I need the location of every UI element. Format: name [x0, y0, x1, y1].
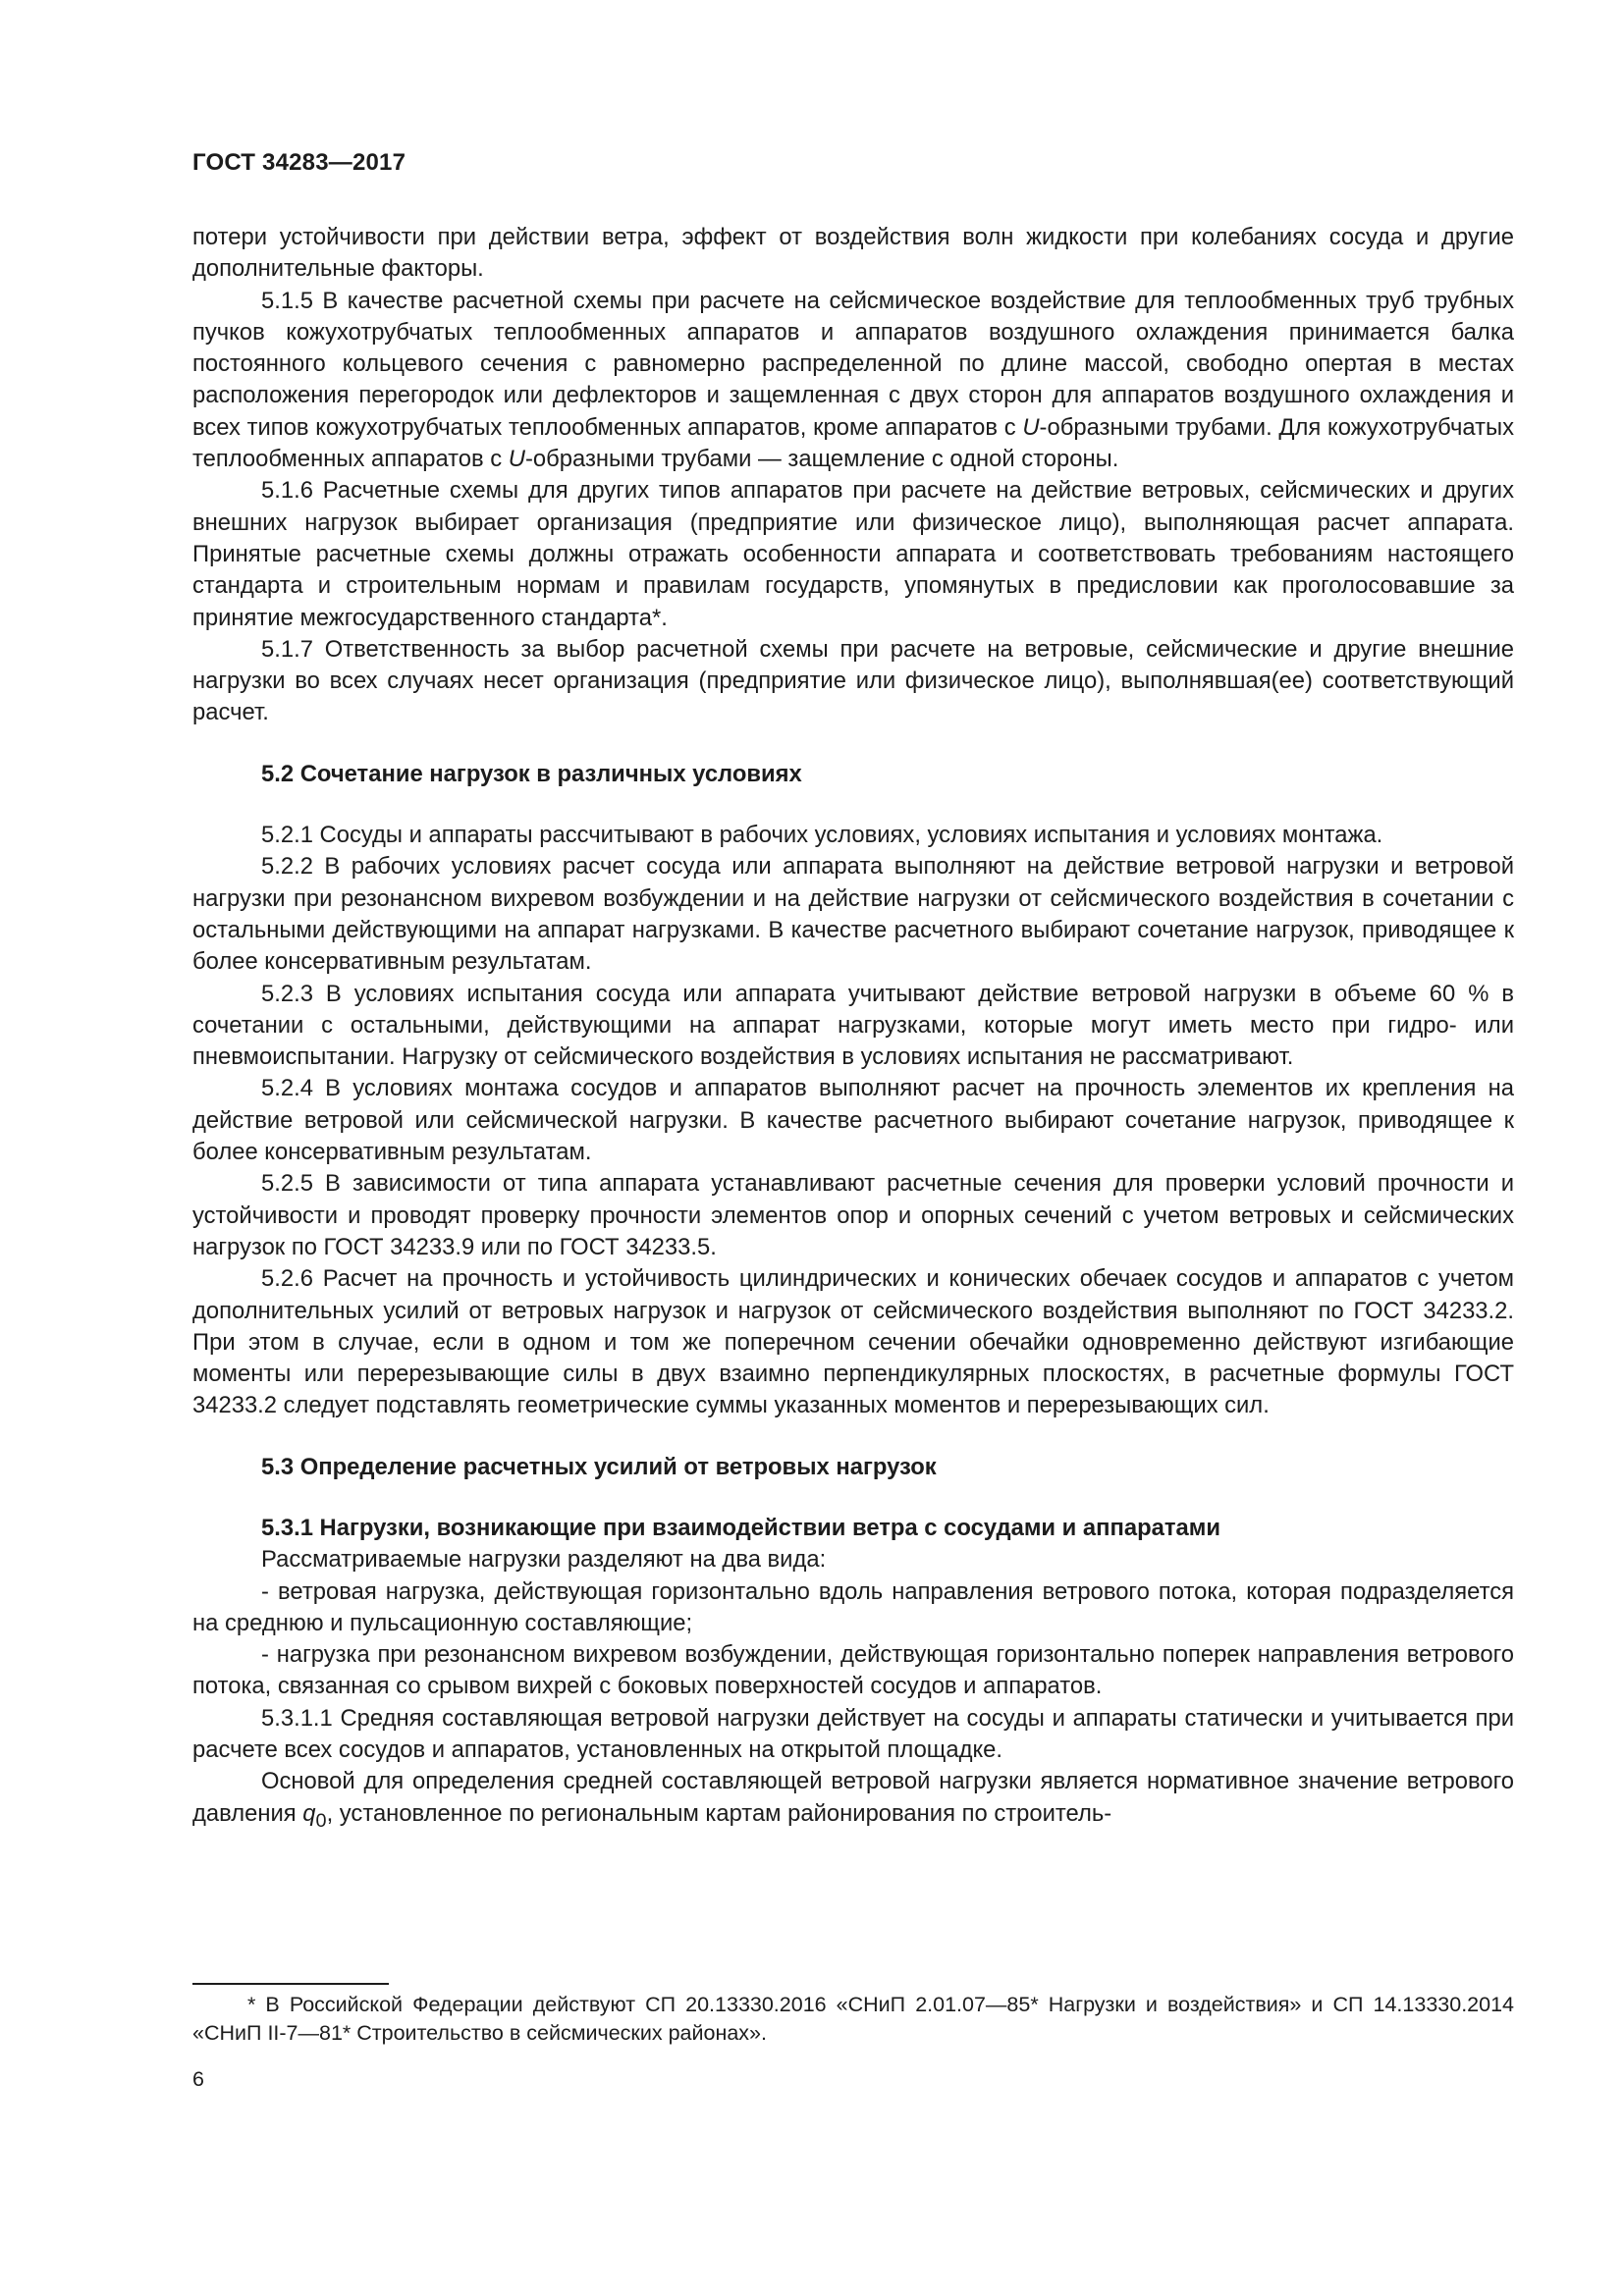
q0-symbol: q — [302, 1799, 316, 1827]
paragraph-wind-pressure-text-b: , установленное по региональным картам районирования по строитель- — [326, 1799, 1112, 1827]
paragraph-5-3-1-1: 5.3.1.1 Средняя составляющая ветровой нагрузки действует на сосуды и аппараты статически и учитывается при расчете всех сосудов и аппаратов, установленных на открытой площадке. — [192, 1704, 1514, 1764]
paragraph-5-1-5-text-a: 5.1.5 В качестве расчетной схемы при расчете на сейсмическое воздействие для теплообменных труб трубных пучков кожухотрубчатых теплообменных аппаратов и аппаратов воздушного охлаждения принимается балка постоянного кольцевого сечения с равномерно распределенной по длине массой, свободно опертая в местах расположения перегородок или дефлекторов и защемленная с двух сторон для аппаратов воздушного охлаждения и всех типов кожухотрубчатых теплообменных аппаратов, кроме аппаратов с — [192, 287, 1514, 441]
paragraph-5-2-4: 5.2.4 В условиях монтажа сосудов и аппаратов выполняют расчет на прочность элементов их крепления на действие ветровой или сейсмической нагрузки. В качестве расчетного выбирают сочетание нагрузок, приводящее к более консервативным результатам. — [192, 1075, 1514, 1166]
paragraph-5-1-7: 5.1.7 Ответственность за выбор расчетной схемы при расчете на ветровые, сейсмические и другие внешние нагрузки во всех случаях несет организация (предприятие или физическое лицо), выполнявшая(ее) соответствующий расчет. — [192, 635, 1514, 726]
footnote-divider — [192, 1983, 389, 1985]
section-heading-5-3: 5.3 Определение расчетных усилий от ветровых нагрузок — [261, 1453, 937, 1480]
paragraph-5-1-5-text-b: -образными трубами. Для кожухотрубчатых теплообменных аппаратов с — [192, 413, 1514, 473]
paragraph-5-1-6: 5.1.6 Расчетные схемы для других типов аппаратов при расчете на действие ветровых, сейсмических и других внешних нагрузок выбирает организация (предприятие или физическое лицо), выполняющая расчет аппарата. Принятые расчетные схемы должны отражать особенности аппарата и соответствовать требованиям настоящего стандарта и строительным нормам и правилам государств, упомянутых в предисловии как проголосовавшие за принятие межгосударственного стандарта*. — [192, 477, 1514, 631]
paragraph-wind-pressure-text-a: Основой для определения средней составляющей ветровой нагрузки является нормативное значение ветрового давления — [192, 1768, 1514, 1827]
subsection-heading-5-3-1: 5.3.1 Нагрузки, возникающие при взаимодействии ветра с сосудами и аппаратами — [261, 1514, 1221, 1541]
list-item-load-type-1: - ветровая нагрузка, действующая горизонтально вдоль направления ветрового потока, которая подразделяется на среднюю и пульсационную составляющие; — [192, 1577, 1514, 1636]
paragraph-continuation: потери устойчивости при действии ветра, эффект от воздействия волн жидкости при колебаниях сосуда и другие дополнительные факторы. — [192, 224, 1514, 283]
paragraph-load-types-intro: Рассматриваемые нагрузки разделяют на два вида: — [261, 1546, 827, 1574]
list-item-load-type-2: - нагрузка при резонансном вихревом возбуждении, действующая горизонтально поперек направления ветрового потока, связанная со срывом вихрей с боковых поверхностей сосудов и аппаратов. — [192, 1641, 1514, 1700]
footnote: * В Российской Федерации действуют СП 20.13330.2016 «СНиП 2.01.07—85* Нагрузки и воздействия» и СП 14.13330.2014 «СНиП II-7—81* Строительство в сейсмических районах». — [192, 1993, 1514, 2045]
paragraph-5-1-5 — [192, 286, 1514, 476]
document-body — [192, 222, 1514, 1837]
q0-subscript: 0 — [315, 1809, 327, 1832]
paragraph-5-2-1: 5.2.1 Сосуды и аппараты рассчитывают в рабочих условиях, условиях испытания и условиях монтажа. — [261, 822, 1383, 849]
paragraph-wind-pressure-basis — [192, 1766, 1514, 1836]
u-symbol-2: U — [508, 446, 525, 473]
paragraph-5-2-6: 5.2.6 Расчет на прочность и устойчивость цилиндрических и конических обечаек сосудов и аппаратов с учетом дополнительных усилий от ветровых нагрузок и нагрузок от сейсмического воздействия выполняют по ГОСТ 34233.2. При этом в случае, если в одном и том же поперечном сечении обечайки одновременно действуют изгибающие моменты или перерезывающие силы в двух взаимно перпендикулярных плоскостях, в расчетные формулы ГОСТ 34233.2 следует подставлять геометрические суммы указанных моментов и перерезывающих сил. — [192, 1265, 1514, 1419]
paragraph-5-2-3: 5.2.3 В условиях испытания сосуда или аппарата учитывают действие ветровой нагрузки в объеме 60 % в сочетании с остальными, действующими на аппарат нагрузками, которые могут иметь место при гидро- или пневмоиспытании. Нагрузку от сейсмического воздействия в условиях испытания не рассматривают. — [192, 980, 1514, 1071]
paragraph-5-2-2: 5.2.2 В рабочих условиях расчет сосуда или аппарата выполняют на действие ветровой нагрузки и ветровой нагрузки при резонансном вихревом возбуждении и на действие нагрузки от сейсмического воздействия в сочетании с остальными действующими на аппарат нагрузками. В качестве расчетного выбирают сочетание нагрузок, приводящее к более консервативным результатам. — [192, 853, 1514, 976]
paragraph-5-1-5-text-c: -образными трубами — защемление с одной стороны. — [524, 446, 1119, 473]
u-symbol-1: U — [1022, 413, 1040, 441]
paragraph-5-2-5: 5.2.5 В зависимости от типа аппарата устанавливают расчетные сечения для проверки условий прочности и устойчивости и проводят проверку прочности элементов опор и опорных сечений с учетом ветровых и сейсмических нагрузок по ГОСТ 34233.9 или по ГОСТ 34233.5. — [192, 1170, 1514, 1260]
page-number: 6 — [192, 2067, 204, 2091]
document-code-header: ГОСТ 34283—2017 — [192, 149, 406, 176]
section-heading-5-2: 5.2 Сочетание нагрузок в различных условиях — [261, 760, 802, 787]
